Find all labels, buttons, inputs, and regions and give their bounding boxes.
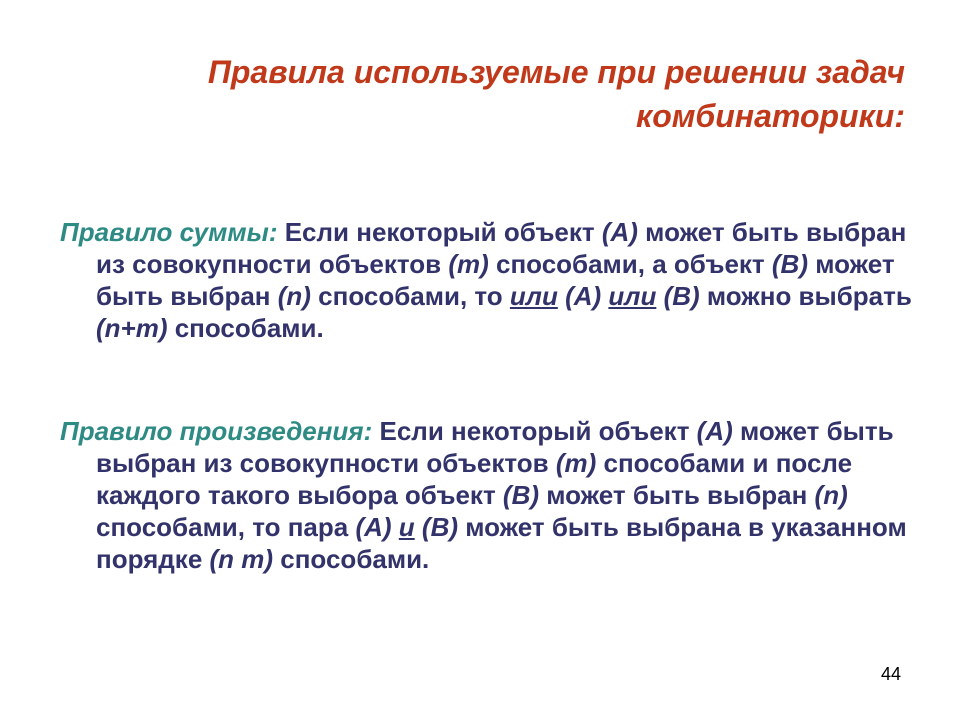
product-rule-label: Правило произведения:: [60, 416, 373, 446]
page-number: 44: [880, 664, 901, 684]
sum-rule-text: способами, а объект: [488, 249, 772, 279]
sum-rule-object-a: (А): [565, 281, 602, 311]
product-rule-text: может быть выбрана в указанном порядке: [96, 512, 907, 574]
product-rule-object-a: (А): [355, 512, 392, 542]
sum-rule-text: способами.: [167, 313, 324, 343]
product-rule-text: может быть выбран из совокупности объектов: [96, 416, 894, 478]
sum-rule-var-n: (n): [277, 281, 311, 311]
product-rule-var-n: (n): [814, 480, 848, 510]
product-rule-and: и: [398, 512, 415, 542]
product-rule-var-n-m: (n m): [209, 544, 274, 574]
sum-rule-var-n-plus-m: (n+m): [96, 313, 168, 343]
product-rule-object-b: (В): [502, 480, 539, 510]
sum-rule-text: [656, 281, 663, 311]
sum-rule-object-a: (А): [601, 217, 638, 247]
sum-rule-or-1: или: [509, 281, 558, 311]
sum-rule-text: может быть выбран: [96, 249, 895, 311]
sum-rule-text: может быть выбран из совокупности объектов: [96, 217, 907, 279]
product-rule-object-b: (В): [421, 512, 459, 542]
product-rule-text: может быть выбран: [539, 480, 815, 510]
product-rule-object-a: (А): [696, 416, 733, 446]
slide-title: [80, 50, 905, 138]
slide-title-line-2: комбинаторики:: [635, 98, 905, 134]
sum-rule-var-m: (m): [448, 249, 489, 279]
sum-rule-text: способами, то: [310, 281, 510, 311]
sum-rule-text: Если некоторый объект: [277, 217, 602, 247]
product-rule-text: [415, 512, 422, 542]
slide-title-line-1: Правила используемые при решении задач: [207, 54, 905, 90]
product-rule-text: способами и после каждого такого выбора объект: [96, 448, 853, 510]
product-rule-var-m: (m): [555, 448, 597, 478]
product-rule-text: способами, то пара: [96, 512, 356, 542]
sum-rule-label: Правило суммы:: [60, 217, 278, 247]
product-rule-text: Если некоторый объект: [372, 416, 697, 446]
product-rule-paragraph: [60, 415, 936, 575]
sum-rule-or-2: или: [608, 281, 657, 311]
sum-rule-paragraph: [60, 216, 936, 344]
product-rule-text: способами.: [273, 544, 430, 574]
sum-rule-text: [558, 281, 565, 311]
sum-rule-object-b: (В): [771, 249, 808, 279]
sum-rule-text: можно выбрать: [699, 281, 912, 311]
product-rule-text: [392, 512, 399, 542]
sum-rule-object-b: (В): [663, 281, 700, 311]
